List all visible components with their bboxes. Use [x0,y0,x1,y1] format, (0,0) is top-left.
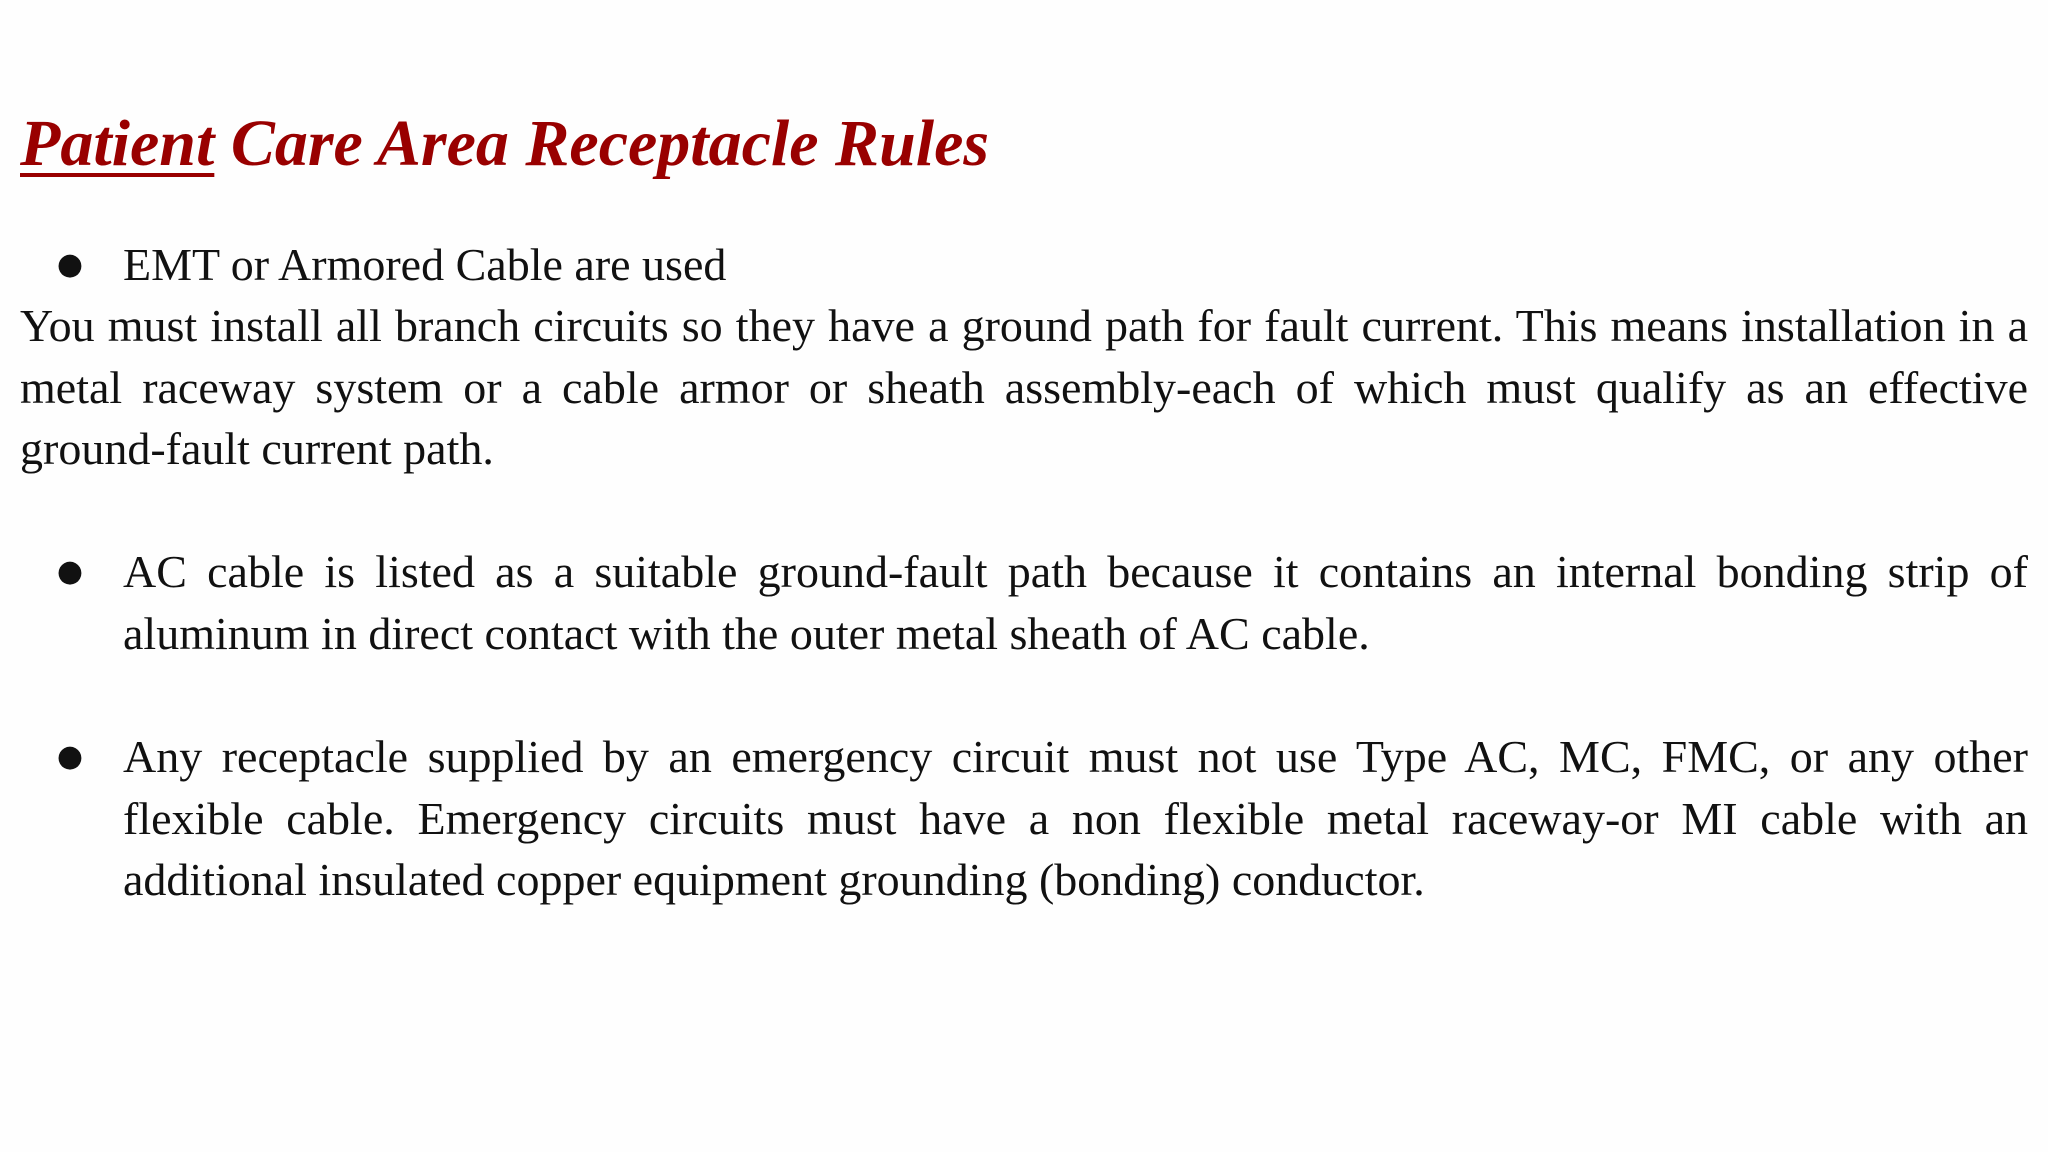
bullet-text: EMT or Armored Cable are used [123,239,727,290]
body-paragraph: You must install all branch circuits so they have a ground path for fault current. This means installation in a metal raceway system or a cable armor or sheath assembly-each of which must qualify as an effective ground-fault current path. [20,300,2028,474]
title-underlined-word: Patient [20,107,215,180]
bullet-icon: ● [56,739,84,774]
title-rest: Care Area Receptacle Rules [214,107,990,180]
bullet-icon: ● [56,554,84,589]
bullet-text: Any receptacle supplied by an emergency circuit must not use Type AC, MC, FMC, or any other flexible cable. Emergency circuits must have a non flexible metal raceway-or MI cable with an additional insulated copper equipment grounding (bonding) conductor. [123,731,2028,905]
bullet-text: AC cable is listed as a suitable ground-fault path because it contains an internal bonding strip of aluminum in direct contact with the outer metal sheath of AC cable. [123,546,2028,659]
bullet-icon: ● [56,247,84,282]
page-title [20,104,989,184]
